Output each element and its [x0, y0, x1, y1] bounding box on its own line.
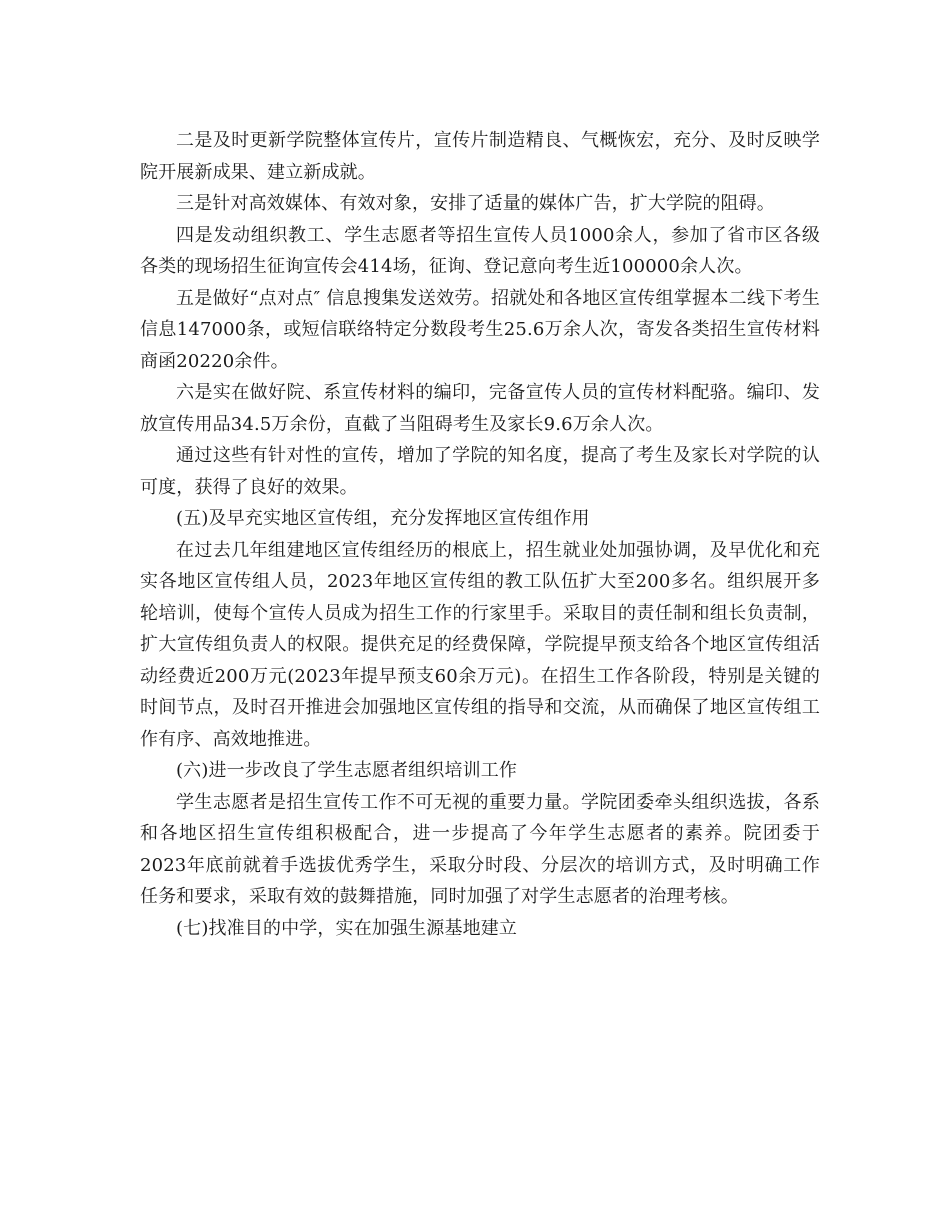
- paragraph-materials: 六是实在做好院、系宣传材料的编印，完备宣传人员的宣传材料配骆。编印、发放宣传用品34.5万余份，直截了当阻碍考生及家长9.6万余人次。: [140, 382, 820, 435]
- paragraph-media-ads: 三是针对高效媒体、有效对象，安排了适量的媒体广告，扩大学院的阻碍。: [176, 193, 775, 214]
- paragraph-point-to-point: 五是做好“点对点″ 信息搜集发送效劳。招就处和各地区宣传组掌握本二线下考生信息147000条，或短信联络特定分数段考生25.6万余人次，寄发各类招生宣传材料商函20220余件。: [140, 287, 820, 372]
- paragraph-volunteers-consult: 四是发动组织教工、学生志愿者等招生宣传人员1000余人，参加了省市区各级各类的现场招生征询宣传会414场，征询、登记意向考生近100000余人次。: [140, 224, 820, 277]
- section-heading-six: (六)进一步改良了学生志愿者组织培训工作: [176, 760, 518, 781]
- paragraph-student-volunteers: 学生志愿者是招生宣传工作不可无视的重要力量。学院团委牵头组织选拔，各系和各地区招生宣传组积极配合，进一步提高了今年学生志愿者的素养。院团委于2023年底前就着手选拔优秀学生，采取分时段、分层次的培训方式，及时明确工作任务和要求，采取有效的鼓舞措施，同时加强了对学生志愿者的治理考核。: [140, 791, 820, 907]
- paragraph-promo-video: 二是及时更新学院整体宣传片，宣传片制造精良、气概恢宏，充分、及时反映学院开展新成果、建立新成就。: [140, 130, 820, 183]
- section-heading-seven: (七)找准目的中学，实在加强生源基地建立: [176, 917, 518, 939]
- paragraph-regional-groups: 在过去几年组建地区宣传组经历的根底上，招生就业处加强协调，及早优化和充实各地区宣传组人员，2023年地区宣传组的教工队伍扩大至200多名。组织展开多轮培训，使每个宣传人员成为招生工作的行家里手。采取目的责任制和组长负责制，扩大宣传组负责人的权限。提供充足的经费保障，学院提早预支给各个地区宣传组活动经费近200万元(2023年提早预支60余万元)。在招生工作各阶段，特别是关键的时间节点，及时召开推进会加强地区宣传组的指导和交流，从而确保了地区宣传组工作有序、高效地推进。: [140, 539, 820, 750]
- section-heading-five: (五)及早充实地区宣传组，充分发挥地区宣传组作用: [176, 508, 590, 529]
- document-body: [140, 125, 820, 944]
- paragraph-effect-summary: 通过这些有针对性的宣传，增加了学院的知名度，提高了考生及家长对学院的认可度，获得了良好的效果。: [140, 445, 820, 498]
